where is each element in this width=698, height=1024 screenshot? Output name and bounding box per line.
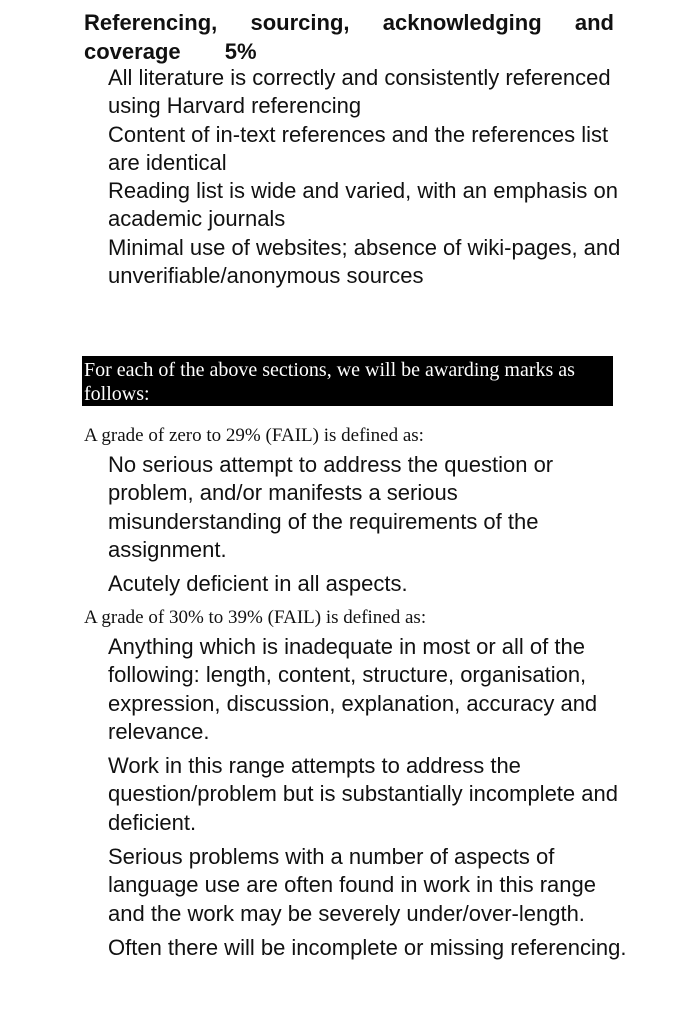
grade-item: Often there will be incomplete or missing referencing. [108,934,627,960]
marking-banner [82,356,613,406]
banner-text: For each of the above sections, we will be awarding marks as follows: [84,359,575,405]
section-heading [84,8,614,66]
section-weight: 5% [224,39,257,64]
grade-description-0-29 [108,451,628,604]
criterion-item: All literature is correctly and consistently referenced using Harvard referencing [108,65,611,119]
criterion-item: Minimal use of websites; absence of wiki-pages, and unverifiable/anonymous sources [108,234,621,289]
grade-description-30-39 [108,633,628,968]
criterion-item: Content of in-text references and the references list are identical [108,121,609,175]
grade-label-0-29: A grade of zero to 29% (FAIL) is defined as: [84,425,424,446]
criterion-item: Reading list is wide and varied, with an emphasis on academic journals [108,178,618,232]
grade-item: Work in this range attempts to address the question/problem but is substantially incomplete and deficient. [108,753,618,835]
grade-item: Serious problems with a number of aspects of language use are often found in work in this range and the work may be severely under/over-length. [108,844,596,926]
section-title: Referencing, sourcing, acknowledging and coverage [84,10,614,64]
grade-item: Anything which is inadequate in most or all of the following: length, content, structure, organisation, expression, discussion, explanation, accuracy and relevance. [108,634,598,744]
criteria-list [108,64,628,290]
grade-label-30-39: A grade of 30% to 39% (FAIL) is defined as: [84,607,427,628]
grade-item: No serious attempt to address the question or problem, and/or manifests a serious misunderstanding of the requirements of the assignment. [108,452,554,562]
grade-item: Acutely deficient in all aspects. [108,571,408,597]
